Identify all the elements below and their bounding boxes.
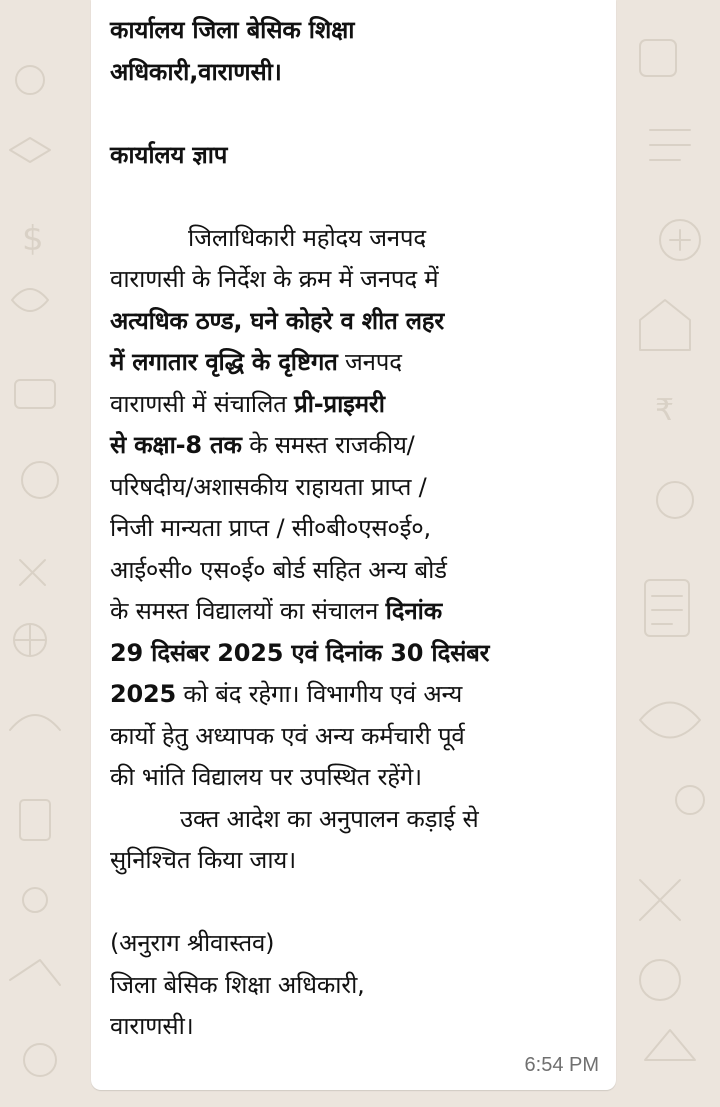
para1-line3: अत्यधिक ठण्ड, घने कोहरे व शीत लहर [110,306,444,335]
para1-line11: 29 दिसंबर 2025 एवं दिनांक 30 दिसंबर [110,638,490,667]
svg-text:₹: ₹ [655,393,675,428]
para2-line1: उक्त आदेश का अनुपालन कड़ाई से [180,804,479,833]
para1-line13: कार्यो हेतु अध्यापक एवं अन्य कर्मचारी पूर्व [110,721,465,750]
memo-title: कार्यालय ज्ञाप [110,140,228,169]
para1-line4: में लगातार वृद्धि के दृष्टिगत जनपद [110,348,402,376]
message-timestamp: 6:54 PM [524,1054,599,1076]
svg-text:$: $ [22,219,44,259]
signatory-title: जिला बेसिक शिक्षा अधिकारी, [110,970,365,999]
para1-line5: वाराणसी में संचालित प्री-प्राइमरी [110,389,385,418]
para1-line10: के समस्त विद्यालयों का संचालन दिनांक [110,597,442,625]
para1-line12: 2025 को बंद रहेगा। विभागीय एवं अन्य [110,680,463,708]
message-bubble[interactable] [91,0,616,1090]
para1-line9: आई०सी० एस०ई० बोर्ड सहित अन्य बोर्ड [110,555,447,584]
para1-line1: जिलाधिकारी महोदय जनपद [188,223,426,252]
para1-line7: परिषदीय/अशासकीय राहायता प्राप्त / [110,472,427,501]
para1-line2: वाराणसी के निर्देश के क्रम में जनपद में [110,265,439,293]
signatory-place: वाराणसी। [110,1012,194,1040]
para1-line6: से कक्षा-8 तक के समस्त राजकीय/ [110,431,415,459]
para1-line14: की भांति विद्यालय पर उपस्थित रहेंगे। [110,763,422,791]
para2-line2: सुनिश्चित किया जाय। [110,846,296,874]
office-heading-line1: कार्यालय जिला बेसिक शिक्षा [110,16,355,44]
signatory-name: (अनुराग श्रीवास्तव) [110,929,275,957]
office-heading-line2: अधिकारी,वाराणसी। [110,57,282,86]
message-text [110,10,600,1048]
para1-line8: निजी मान्यता प्राप्त / सी०बी०एस०ई०, [110,514,431,542]
